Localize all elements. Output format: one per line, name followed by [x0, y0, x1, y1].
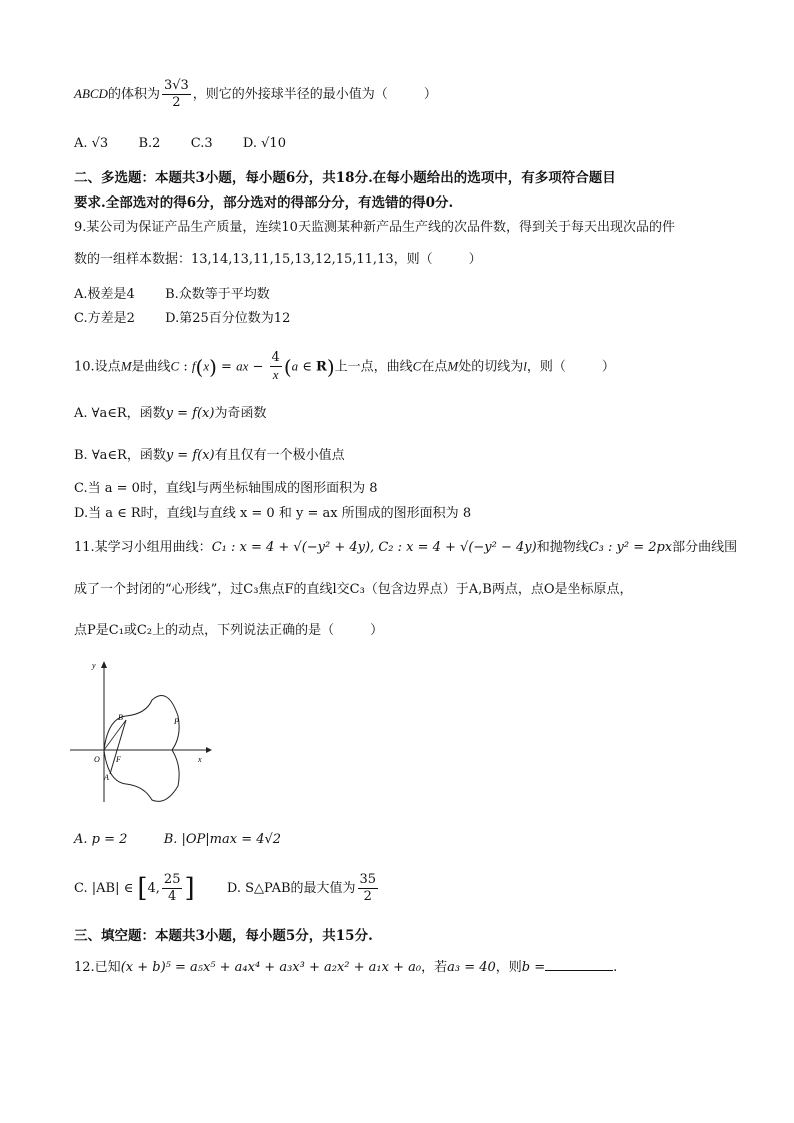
q10-stem-a: 10.设点 [74, 359, 121, 375]
q11-line1-eq2: C₃ : y² = 2px [588, 540, 673, 555]
q11-option-a: A. p = 2 [74, 832, 128, 847]
q10-stem-f: ，则（ [526, 359, 566, 375]
q11-line3 [74, 621, 383, 641]
q12-text-c: ，则 [495, 960, 522, 975]
q10-option-a-func: y = f(x) [165, 406, 215, 421]
q8-option-c: C.3 [190, 136, 213, 151]
q12-text-b: ，若 [421, 960, 448, 975]
q8-text-b: ，则它的外接球半径的最小值为（ [192, 87, 388, 102]
q9-options-row2 [74, 309, 290, 329]
section2-heading-line2: 要求.全部选对的得6分，部分选对的得部分分，有选错的得0分. [74, 195, 454, 211]
q10-option-b-func: y = f(x) [165, 448, 215, 463]
q8-option-d: D. √10 [242, 136, 286, 151]
heart-curve-figure [68, 656, 218, 806]
q11-option-b: B. |OP|max = 4√2 [163, 832, 282, 847]
q11-option-c-num: 25 [163, 872, 181, 887]
label-p: P [174, 717, 179, 726]
q10-stem-b: 是曲线 [131, 359, 171, 375]
q10-option-b [74, 446, 345, 466]
q10-stem-e: 处的切线为 [458, 359, 524, 375]
q11-option-c-den: 4 [168, 889, 177, 904]
q12-equation: (x + b)⁵ = a₅x⁵ + a₄x⁴ + a₃x³ + a₂x² + a₁x + a₀ [120, 960, 422, 975]
q9-line2-end: ） [468, 252, 482, 267]
q10-stem-c: 上一点，曲线 [334, 359, 413, 375]
q9-option-c: C.方差是2 [74, 311, 135, 326]
q9-option-d: D.第25百分位数为12 [165, 311, 291, 326]
q11-option-c-prefix: C. |AB| ∈ [74, 881, 134, 896]
q9-option-b: B.众数等于平均数 [165, 287, 270, 302]
q12-condition: a₃ = 40 [447, 960, 496, 975]
q12-var-b: b = [521, 960, 546, 975]
q10-stem-d: 在点 [421, 359, 448, 375]
q8-option-a: A. √3 [74, 136, 109, 151]
label-x: x [198, 755, 202, 764]
q10-option-b-suffix: 有且仅有一个极小值点 [214, 448, 345, 463]
q9-line1: 9.某公司为保证产品生产质量，连续10天监测某种新产品生产线的次品件数，得到关于每天出现次品的件 [74, 220, 675, 235]
chord-ab [110, 720, 126, 774]
q8-fraction [162, 78, 191, 111]
q8-tail [74, 78, 437, 111]
q8-prefix: ABCD [74, 86, 108, 101]
label-f: F [116, 755, 121, 764]
q9-options-row1 [74, 285, 270, 305]
q10-stem: 10.设点M是曲线C : f(x) = ax − $\frac{4}{x}$ (a ∈ R)上一点，曲线C在点M处的切线为l，则（ ） [74, 350, 615, 382]
label-y: y [92, 661, 96, 670]
heart-curve [104, 696, 179, 802]
q11-line2: 成了一个封闭的“心形线”，过C₃焦点F的直线l交C₃（包含边界点）于A,B两点，点O是坐标原点， [74, 582, 633, 597]
label-a: A [104, 773, 109, 782]
q8-frac-num: 3√3 [163, 78, 189, 93]
section3-heading: 三、填空题：本题共3小题，每小题5分，共15分. [74, 928, 373, 944]
q11-option-d-num: 35 [359, 872, 377, 887]
q11-options-row1 [74, 830, 281, 850]
q11-line1-c: 部分曲线围 [672, 540, 738, 555]
q12-line [74, 958, 617, 978]
q9-line2 [74, 250, 482, 270]
q8-options [74, 134, 286, 154]
q9-option-a: A.极差是4 [74, 287, 135, 302]
q8-text-c: ） [423, 87, 437, 102]
q10-option-a-suffix: 为奇函数 [214, 406, 267, 421]
x-axis-arrow [206, 747, 212, 753]
q10-option-a-prefix: A. ∀a∈R，函数 [74, 406, 166, 421]
q8-text-a: 的体积为 [107, 87, 160, 102]
q11-line1-b: 和抛物线 [536, 540, 589, 555]
q8-frac-den: 2 [172, 95, 181, 110]
q11-option-c-lower: 4, [147, 881, 160, 896]
q12-answer-blank[interactable] [545, 958, 613, 971]
q12-end: . [613, 960, 618, 975]
q11-option-d-den: 2 [363, 889, 372, 904]
q11-line1-a: 11.某学习小组用曲线： [74, 540, 212, 555]
q10-option-b-prefix: B. ∀a∈R，函数 [74, 448, 166, 463]
section2-heading-line1: 二、多选题：本题共3小题，每小题6分，共18分.在每小题给出的选项中，有多项符合题目 [74, 170, 616, 186]
q11-line3-end: ） [370, 623, 384, 638]
q11-line1 [74, 538, 737, 558]
q10-option-a [74, 404, 266, 424]
label-o: O [94, 755, 100, 764]
label-b: B [118, 713, 123, 722]
q10-option-c: C.当 a = 0时，直线l与两坐标轴围成的图形面积为 8 [74, 481, 378, 496]
q9-line2-text: 数的一组样本数据：13,14,13,11,15,13,12,15,11,13，则（ [74, 252, 433, 267]
q10-option-d: D.当 a ∈ R时，直线l与直线 x = 0 和 y = ax 所围成的图形面积为 8 [74, 506, 472, 521]
q11-option-d-prefix: D. S△PAB的最大值为 [226, 881, 356, 896]
q8-option-b: B.2 [138, 136, 161, 151]
q11-line1-eq: C₁ : x = 4 + √(−y² + 4y), C₂ : x = 4 + √(−y² − 4y) [211, 540, 537, 555]
q10-stem-g: ） [601, 359, 615, 375]
q11-options-row2: C. |AB| ∈ [4, $\frac{25}{4}$ ] D. S△PAB的最大值为 $\frac{35}{2}$ [74, 872, 377, 904]
q12-text-a: 12.已知 [74, 960, 121, 975]
y-axis-arrow [101, 661, 107, 668]
q11-line3-text: 点P是C₁或C₂上的动点，下列说法正确的是（ [74, 623, 335, 638]
